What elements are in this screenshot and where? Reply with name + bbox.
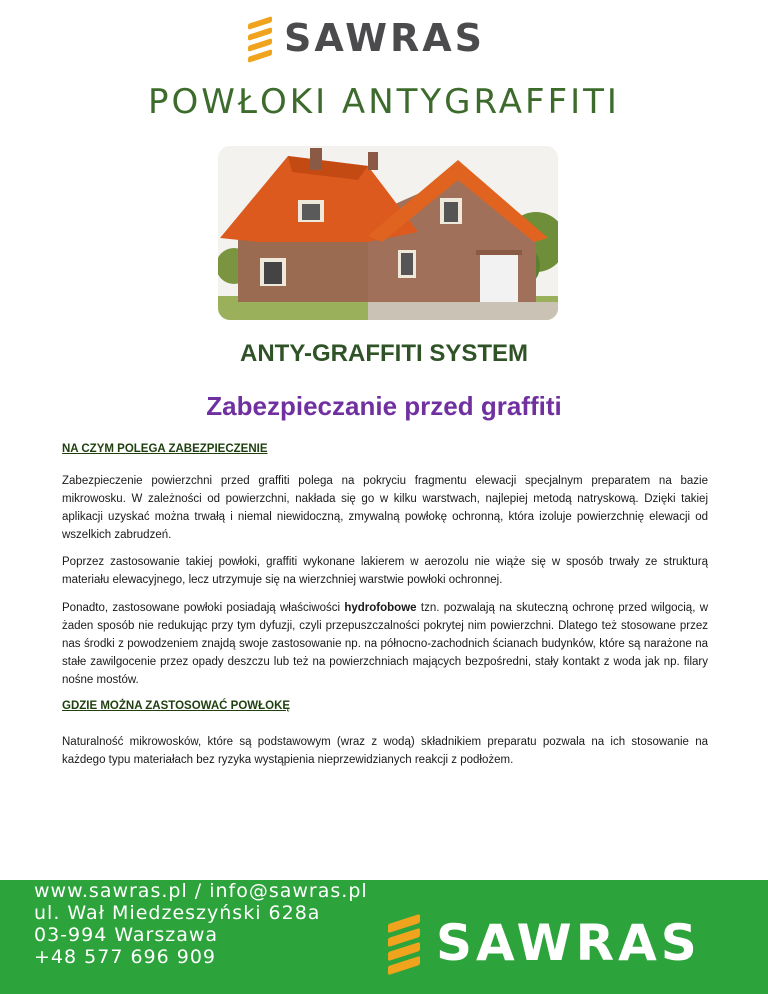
paragraph-2: Poprzez zastosowanie takiej powłoki, graffiti wykonane lakierem w aerozolu nie wiąże się w sposób trwały ze strukturą materiału elewacyjnego, lecz utrzymuje się na wierzchniej warstwie powłoki ochronnej. — [62, 556, 708, 586]
footer-website-email: www.sawras.pl / info@sawras.pl — [34, 880, 368, 902]
footer-street: ul. Wał Miedzeszyński 628a — [34, 902, 321, 924]
footer-contact — [34, 880, 368, 968]
footer-brand-name: SAWRAS — [436, 914, 701, 972]
paragraph-3 — [62, 599, 708, 689]
house-photo — [218, 146, 558, 320]
brand-name: SAWRAS — [284, 16, 486, 60]
logo-mark-icon — [248, 16, 272, 60]
paragraph-3-bold-term: hydrofobowe — [344, 602, 417, 614]
footer-city: 03-994 Warszawa — [34, 924, 219, 946]
footer-phone: +48 577 696 909 — [34, 946, 217, 968]
footer-logo — [388, 908, 701, 978]
heading-where-to-apply: GDZIE MOŻNA ZASTOSOWAĆ POWŁOKĘ — [62, 700, 291, 712]
header-logo — [248, 14, 498, 62]
footer-logo-mark-icon — [388, 913, 420, 973]
footer — [0, 880, 768, 994]
house-photo-icon — [218, 146, 558, 320]
section-subtitle: Zabezpieczanie przed graffiti — [206, 391, 562, 421]
section-title: ANTY-GRAFFITI SYSTEM — [240, 340, 528, 367]
paragraph-4: Naturalność mikrowosków, które są podstawowym (wraz z wodą) składnikiem preparatu pozwala na ich stosowanie na każdego typu materiałach bez ryzyka wystąpienia nieprzewidzianych reakcji z podłożem. — [62, 736, 708, 766]
heading-how-it-works: NA CZYM POLEGA ZABEZPIECZENIE — [62, 443, 268, 455]
paragraph-1: Zabezpieczenie powierzchni przed graffiti polega na pokryciu fragmentu elewacji specjalnym preparatem na bazie mikrowosku. W zależności od powierzchni, nakłada się go w kilku warstwach, najlepiej metodą natryskową. Dzięki takiej aplikacji uzyskać można trwałą i niemal niewidoczną, zmywalną powłokę ochronną, która izoluje powierzchnię elewacji od wszelkich zabrudzeń. — [62, 475, 708, 541]
page-title: POWŁOKI ANTYGRAFFITI — [148, 82, 620, 122]
paragraph-3-part-2: tzn. pozwalają na skuteczną ochronę przed wilgocią, w żaden sposób nie redukując przy tym dyfuzji, czyli przepuszczalności pokrytej nim powierzchni. Dlatego też stosowane przez nas środki z powodzeniem znajdą swoje zastosowanie np. na północno-zachodnich ścianach budynków, które są narażone na stałe zawilgocenie przez opady deszczu lub też na powierzchniach mających bezpośredni, stały kontakt z woda jak np. filary nośne mostów. — [62, 602, 708, 686]
paragraph-3-part-1: Ponadto, zastosowane powłoki posiadają właściwości — [62, 602, 345, 614]
